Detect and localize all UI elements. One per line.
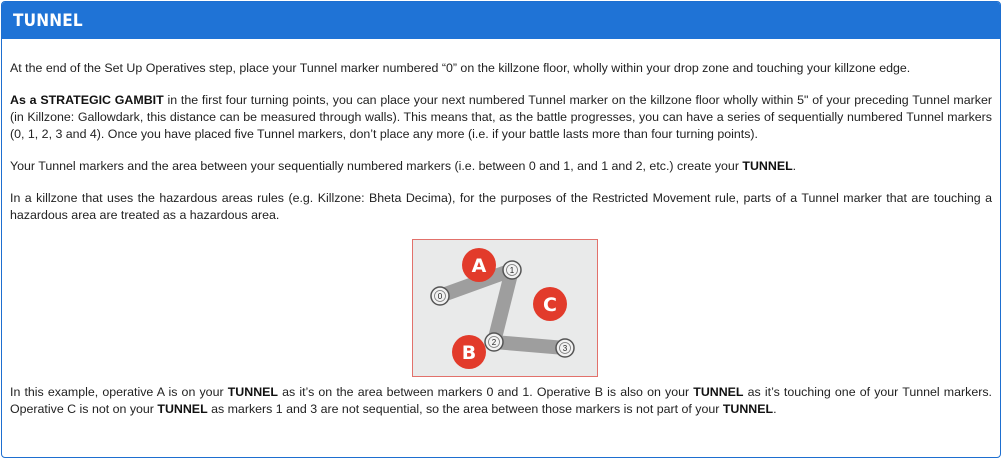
rule-header xyxy=(2,2,1000,39)
tunnel-segment-2-3 xyxy=(494,342,565,348)
tunnel-marker-2-label: 2 xyxy=(491,338,497,347)
rule-body xyxy=(2,60,1000,418)
tunnel-definition-text: Your Tunnel markers and the area between your sequentially numbered markers (i.e. between 0 and 1, and 1 and 2, etc.) create your xyxy=(10,159,743,173)
tunnel-keyword: TUNNEL xyxy=(693,385,744,399)
operative-b xyxy=(452,335,486,369)
tunnel-keyword: TUNNEL xyxy=(227,385,278,399)
operative-a-label: A xyxy=(471,255,487,277)
operative-b-label: B xyxy=(461,342,477,364)
paragraph-strategic-gambit xyxy=(10,92,992,143)
tunnel-definition-end: . xyxy=(792,159,797,173)
tunnel-keyword: TUNNEL xyxy=(157,402,208,416)
strategic-gambit-label: As a STRATEGIC GAMBIT xyxy=(10,93,164,107)
tunnel-marker-3-label: 3 xyxy=(562,344,568,353)
strategic-gambit-text: in the first four turning points, you can place your next numbered Tunnel marker on the killzone floor wholly within 5" of your preceding Tunnel marker (in Killzone: Gallowdark, this distance can be measured through walls). This means that, as the battle progresses, you can have a series of sequentially numbered Tunnel markers (0, 1, 2, 3 and 4). Once you have placed five Tunnel markers, don’t place any more (i.e. if your battle lasts more than four turning points). xyxy=(10,93,992,141)
operative-c xyxy=(533,287,567,321)
tunnel-marker-0-label: 0 xyxy=(437,292,443,301)
operative-c-label: C xyxy=(543,294,557,316)
tunnel-marker-3 xyxy=(556,339,574,357)
tunnel-keyword: TUNNEL xyxy=(742,159,793,173)
example-text-3: as it’s touching one of your Tunnel markers. Operative C is not on your xyxy=(10,385,992,416)
paragraph-hazardous-areas: In a killzone that uses the hazardous areas rules (e.g. Killzone: Bheta Decima), for the purposes of the Restricted Movement rule, parts of a Tunnel marker that are touching a hazardous area are treated as a hazardous area. xyxy=(10,191,992,222)
tunnel-marker-1-label: 1 xyxy=(509,266,515,275)
tunnel-marker-0 xyxy=(431,287,449,305)
paragraph-setup: At the end of the Set Up Operatives step, place your Tunnel marker numbered “0” on the killzone floor, wholly within your drop zone and touching your killzone edge. xyxy=(10,61,911,75)
rule-card xyxy=(1,1,1001,458)
example-figure-wrap xyxy=(10,239,992,377)
tunnel-example-diagram xyxy=(412,239,598,377)
tunnel-keyword: TUNNEL xyxy=(722,402,774,416)
example-text-4: as markers 1 and 3 are not sequential, so the area between those markers is not part of your xyxy=(207,402,723,416)
paragraph-example-explanation xyxy=(10,384,992,418)
rule-title: TUNNEL xyxy=(13,10,83,31)
tunnel-marker-1 xyxy=(503,261,521,279)
paragraph-tunnel-definition xyxy=(10,158,992,175)
operative-a xyxy=(462,248,496,282)
tunnel-diagram-svg xyxy=(413,240,597,376)
example-text-2: as it’s on the area between markers 0 and 1. Operative B is also on your xyxy=(277,385,694,399)
tunnel-marker-2 xyxy=(485,333,503,351)
example-text-end: . xyxy=(773,402,777,416)
example-text-1: In this example, operative A is on your xyxy=(10,385,228,399)
